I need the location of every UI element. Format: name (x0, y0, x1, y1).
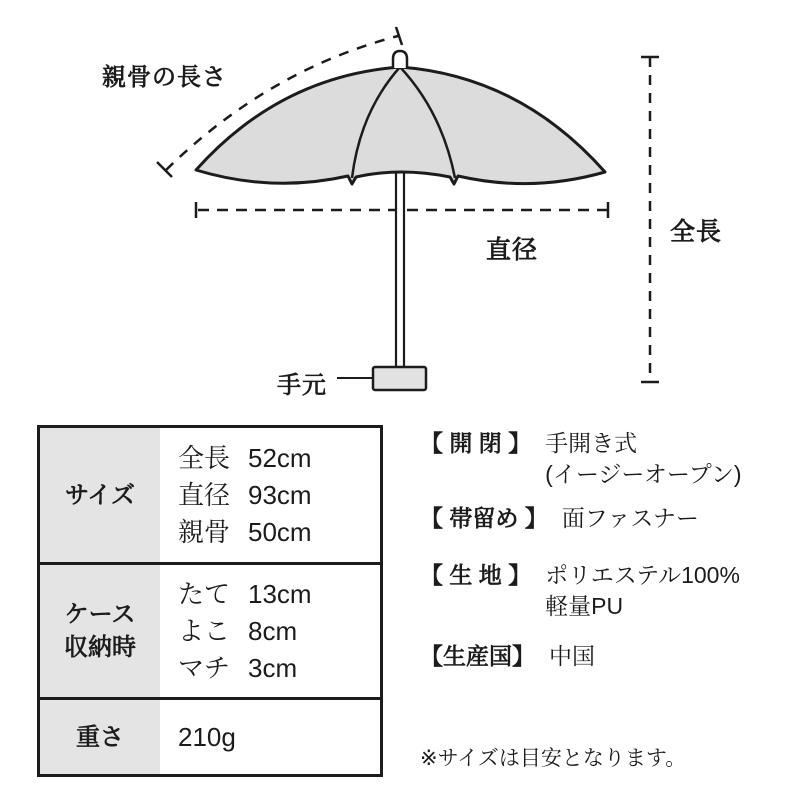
spec-label: 全長 (178, 442, 231, 473)
detail-value: 手開き式 (545, 430, 638, 456)
size-spec-table (37, 425, 383, 777)
row-values-size (160, 428, 380, 562)
spec-value: 3cm (248, 652, 298, 683)
rib-length-label: 親骨の長さ (102, 64, 227, 91)
spec-line (178, 576, 380, 613)
row-values-weight (160, 700, 380, 774)
table-row-weight (40, 697, 380, 774)
spec-value: 50cm (248, 516, 312, 547)
spec-value: 210g (178, 721, 236, 752)
detail-value: 中国 (549, 643, 595, 669)
spec-label: 親骨 (178, 516, 231, 547)
umbrella-canopy (196, 67, 605, 184)
detail-value-lines (549, 641, 595, 672)
spec-label: よこ (178, 615, 231, 646)
spec-label: マチ (178, 652, 231, 683)
rib-length-tick-bottom (157, 162, 172, 177)
detail-label: 【生産国】 (420, 643, 535, 669)
spec-value: 93cm (248, 479, 312, 510)
spec-label: たて (178, 578, 231, 609)
detail-value2: (イージーオープン) (545, 461, 742, 487)
spec-line (178, 440, 380, 477)
detail-value: 面ファスナー (561, 505, 699, 531)
spec-value: 8cm (248, 615, 298, 646)
detail-value2: 軽量PU (545, 593, 624, 619)
row-header-weight (40, 700, 160, 774)
handle-label: 手元 (277, 372, 327, 399)
row-header-text: ケース (64, 601, 136, 628)
size-disclaimer-note: ※サイズは目安となります。 (420, 747, 687, 770)
spec-line (178, 613, 380, 650)
detail-label: 【 生 地 】 (420, 562, 532, 588)
detail-label: 【 帯留め 】 (420, 505, 548, 531)
spec-value: 13cm (248, 578, 312, 609)
detail-label: 【 開 閉 】 (420, 430, 532, 456)
detail-value-lines (545, 560, 740, 622)
detail-fabric (420, 560, 740, 622)
spec-label: 直径 (178, 479, 231, 510)
table-row-size (40, 428, 380, 562)
total-length-label: 全長 (670, 218, 723, 246)
row-header-case (40, 565, 160, 697)
detail-value-lines (545, 428, 741, 490)
row-values-case (160, 565, 380, 697)
row-header-text2: 収納時 (64, 634, 136, 661)
spec-line (178, 514, 380, 551)
row-header-text: サイズ (64, 481, 136, 509)
detail-value: ポリエステル100% (545, 562, 740, 588)
diameter-label: 直径 (486, 236, 539, 264)
spec-line (178, 719, 380, 756)
detail-band (420, 503, 699, 534)
spec-value: 52cm (248, 442, 312, 473)
spec-line (178, 477, 380, 514)
row-header-size (40, 428, 160, 562)
spec-line (178, 650, 380, 687)
detail-country (420, 641, 595, 672)
umbrella-handle (373, 367, 426, 390)
detail-open-close (420, 428, 742, 490)
detail-value-lines (562, 503, 699, 534)
umbrella-top-knob (393, 51, 407, 68)
table-row-case (40, 562, 380, 697)
row-header-text: 重さ (76, 723, 124, 751)
